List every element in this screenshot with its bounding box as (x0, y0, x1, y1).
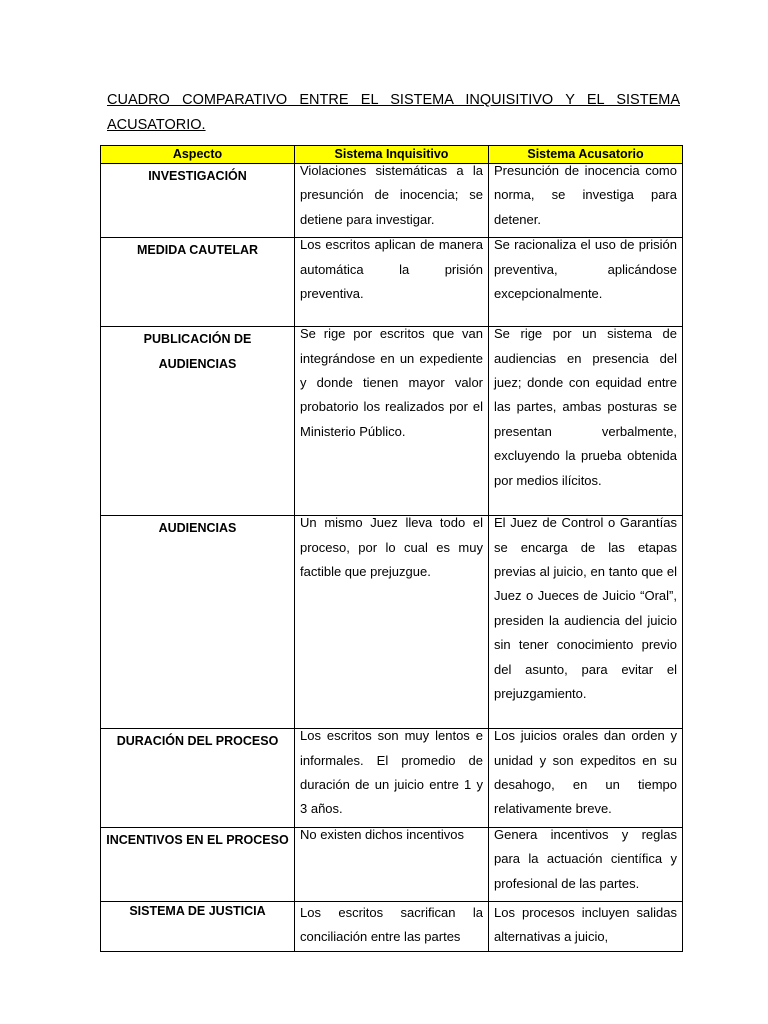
cell-text: Violaciones sistemáticas a la presunción de inocencia; se detiene para investigar. (300, 163, 483, 227)
aspect-cell: AUDIENCIAS (101, 516, 295, 729)
aspect-cell: INCENTIVOS EN EL PROCESO (101, 827, 295, 901)
cell-text: Genera incentivos y reglas para la actuación científica y profesional de las partes. (494, 826, 677, 891)
acusatorio-cell (489, 238, 683, 327)
inquisitivo-cell (295, 827, 489, 901)
cell-text: Los juicios orales dan orden y unidad y son expeditos en su desahogo, en un tiempo relativamente breve. (494, 728, 677, 817)
inquisitivo-cell (295, 238, 489, 327)
inquisitivo-cell (295, 516, 489, 729)
cell-text: No existen dichos incentivos (300, 826, 465, 842)
table-body (101, 164, 683, 952)
table-row (101, 827, 683, 901)
cell-text: El Juez de Control o Garantías se encarga de las etapas previas al juicio, en tanto que el Juez o Jueces de Juicio “Oral”, presiden la audiencia del juicio sin tener conocimiento previo del asunto, para evitar el prejuzgamiento. (494, 515, 677, 702)
document-title (107, 88, 680, 138)
comparison-table (100, 145, 683, 952)
table-row (101, 238, 683, 327)
table-row (101, 164, 683, 238)
cell-text: Se rige por escritos que van integrándose en un expediente y donde tienen mayor valor probatorio los realizados por el Ministerio Público. (300, 326, 483, 439)
cell-text: Los procesos incluyen salidas alternativas a juicio, (494, 905, 677, 945)
cell-text: Presunción de inocencia como norma, se investiga para detener. (494, 163, 677, 227)
cell-text: Los escritos son muy lentos e informales. El promedio de duración de un juicio entre 1 y 3 años. (300, 728, 483, 817)
acusatorio-cell (489, 729, 683, 828)
acusatorio-cell (489, 902, 683, 952)
document-title-line-2: ACUSATORIO. (107, 117, 206, 133)
cell-text: Se racionaliza el uso de prisión preventiva, aplicándose excepcionalmente. (494, 237, 677, 302)
cell-text: Un mismo Juez lleva todo el proceso, por lo cual es muy factible que prejuzgue. (300, 515, 483, 580)
aspect-cell: SISTEMA DE JUSTICIA (101, 902, 295, 952)
table-row (101, 327, 683, 516)
inquisitivo-cell (295, 164, 489, 238)
cell-text: Los escritos aplican de manera automática la prisión preventiva. (300, 237, 483, 302)
header-sistema-inquisitivo: Sistema Inquisitivo (295, 146, 489, 164)
header-aspecto: Aspecto (101, 146, 295, 164)
aspect-cell: MEDIDA CAUTELAR (101, 238, 295, 327)
aspect-cell: INVESTIGACIÓN (101, 164, 295, 238)
acusatorio-cell (489, 164, 683, 238)
cell-text: Los escritos sacrifican la conciliación entre las partes (300, 905, 483, 945)
table-row (101, 902, 683, 952)
inquisitivo-cell (295, 327, 489, 516)
acusatorio-cell (489, 827, 683, 901)
inquisitivo-cell (295, 902, 489, 952)
aspect-cell: PUBLICACIÓN DE AUDIENCIAS (101, 327, 295, 516)
cell-text: Se rige por un sistema de audiencias en presencia del juez; donde con equidad entre las partes, ambas posturas se presentan verbalmente, excluyendo la prueba obtenida por medios ilícitos. (494, 326, 677, 488)
acusatorio-cell (489, 327, 683, 516)
header-sistema-acusatorio: Sistema Acusatorio (489, 146, 683, 164)
document-title-line-1: CUADRO COMPARATIVO ENTRE EL SISTEMA INQUISITIVO Y EL SISTEMA (107, 92, 680, 108)
table-row (101, 516, 683, 729)
table-row (101, 729, 683, 828)
inquisitivo-cell (295, 729, 489, 828)
aspect-cell: DURACIÓN DEL PROCESO (101, 729, 295, 828)
acusatorio-cell (489, 516, 683, 729)
